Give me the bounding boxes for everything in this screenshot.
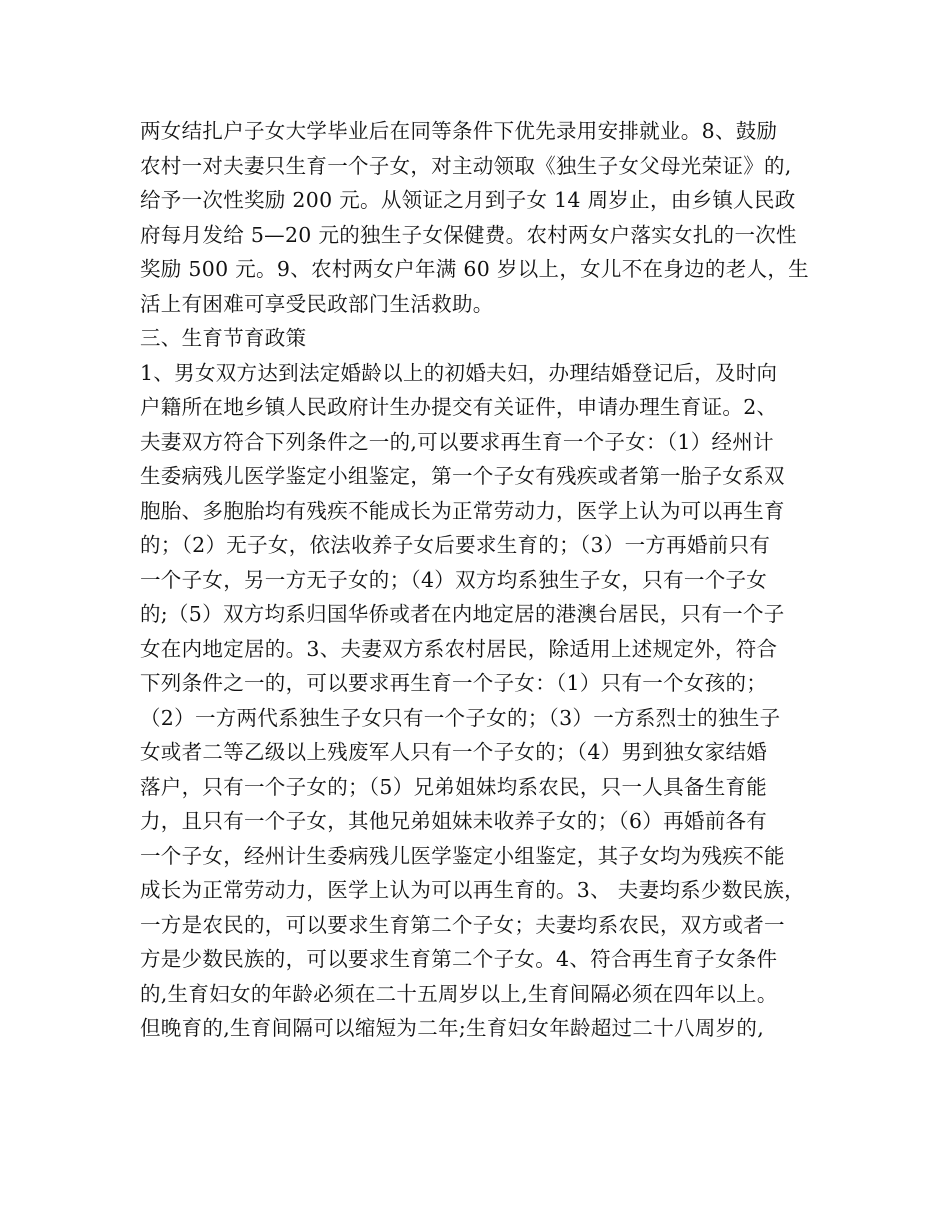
text-line: 落户，只有一个子女的；（5）兄弟姐妹均系农民，只一人具备生育能 (140, 774, 768, 799)
text-line: 1、男女双方达到法定婚龄以上的初婚夫妇，办理结婚登记后，及时向 (140, 360, 778, 385)
text-line: 生委病残儿医学鉴定小组鉴定，第一个子女有残疾或者第一胎子女系双 (140, 464, 785, 488)
text-line: 的；（2）无子女，依法收养子女后要求生育的；（3）一方再婚前只有 (140, 533, 771, 557)
text-line: 但晚育的,生育间隔可以缩短为二年;生育妇女年龄超过二十八周岁的, (140, 1016, 765, 1040)
text-line: 户籍所在地乡镇人民政府计生办提交有关证件，申请办理生育证。2、 (140, 395, 778, 419)
text-line: （2）一方两代系独生子女只有一个子女的；（3）一方系烈士的独生子 (140, 705, 781, 730)
text-line: 奖励 500 元。9、农村两女户年满 60 岁以上，女儿不在身边的老人，生 (140, 257, 809, 281)
text-line: 力，且只有一个子女，其他兄弟姐妹未收养子女的；（6）再婚前各有 (140, 809, 768, 833)
section-heading: 三、生育节育政策 (140, 326, 307, 350)
text-line: 成长为正常劳动力，医学上认为可以再生育的。3、 夫妻均系少数民族， (140, 878, 805, 902)
text-line: 农村一对夫妻只生育一个子女，对主动领取《独生子女父母光荣证》的, (140, 153, 792, 178)
text-line: 两女结扎户子女大学毕业后在同等条件下优先录用安排就业。8、鼓励 (140, 119, 778, 143)
text-line: 活上有困难可享受民政部门生活救助。 (140, 291, 494, 316)
text-line: 方是少数民族的，可以要求生育第二个子女。4、符合再生育子女条件 (140, 947, 778, 971)
body-text (140, 114, 840, 1046)
text-line: 胞胎、多胞胎均有残疾不能成长为正常劳动力，医学上认为可以再生育 (140, 498, 785, 523)
text-line: 夫妻双方符合下列条件之一的,可以要求再生育一个子女：（1）经州计 (140, 429, 774, 454)
text-line: 女在内地定居的。3、夫妻双方系农村居民，除适用上述规定外，符合 (140, 636, 778, 661)
text-line: 府每月发给 5—20 元的独生子女保健费。农村两女户落实女扎的一次性 (140, 222, 797, 247)
text-line: 一个子女，经州计生委病残儿医学鉴定小组鉴定，其子女均为残疾不能 (140, 843, 785, 868)
text-line: 下列条件之一的，可以要求再生育一个子女：（1）只有一个女孩的； (140, 671, 768, 695)
text-line: 女或者二等乙级以上残废军人只有一个子女的；（4）男到独女家结婚 (140, 740, 768, 764)
text-line: 一方是农民的，可以要求生育第二个子女；夫妻均系农民，双方或者一 (140, 912, 785, 937)
text-line: 的;（5）双方均系归国华侨或者在内地定居的港澳台居民，只有一个子 (140, 602, 785, 626)
text-line: 的,生育妇女的年龄必须在二十五周岁以上,生育间隔必须在四年以上。 (140, 981, 778, 1006)
text-line: 一个子女，另一方无子女的；（4）双方均系独生子女，只有一个子女 (140, 567, 768, 592)
text-line: 给予一次性奖励 200 元。从领证之月到子女 14 周岁止，由乡镇人民政 (140, 188, 796, 212)
